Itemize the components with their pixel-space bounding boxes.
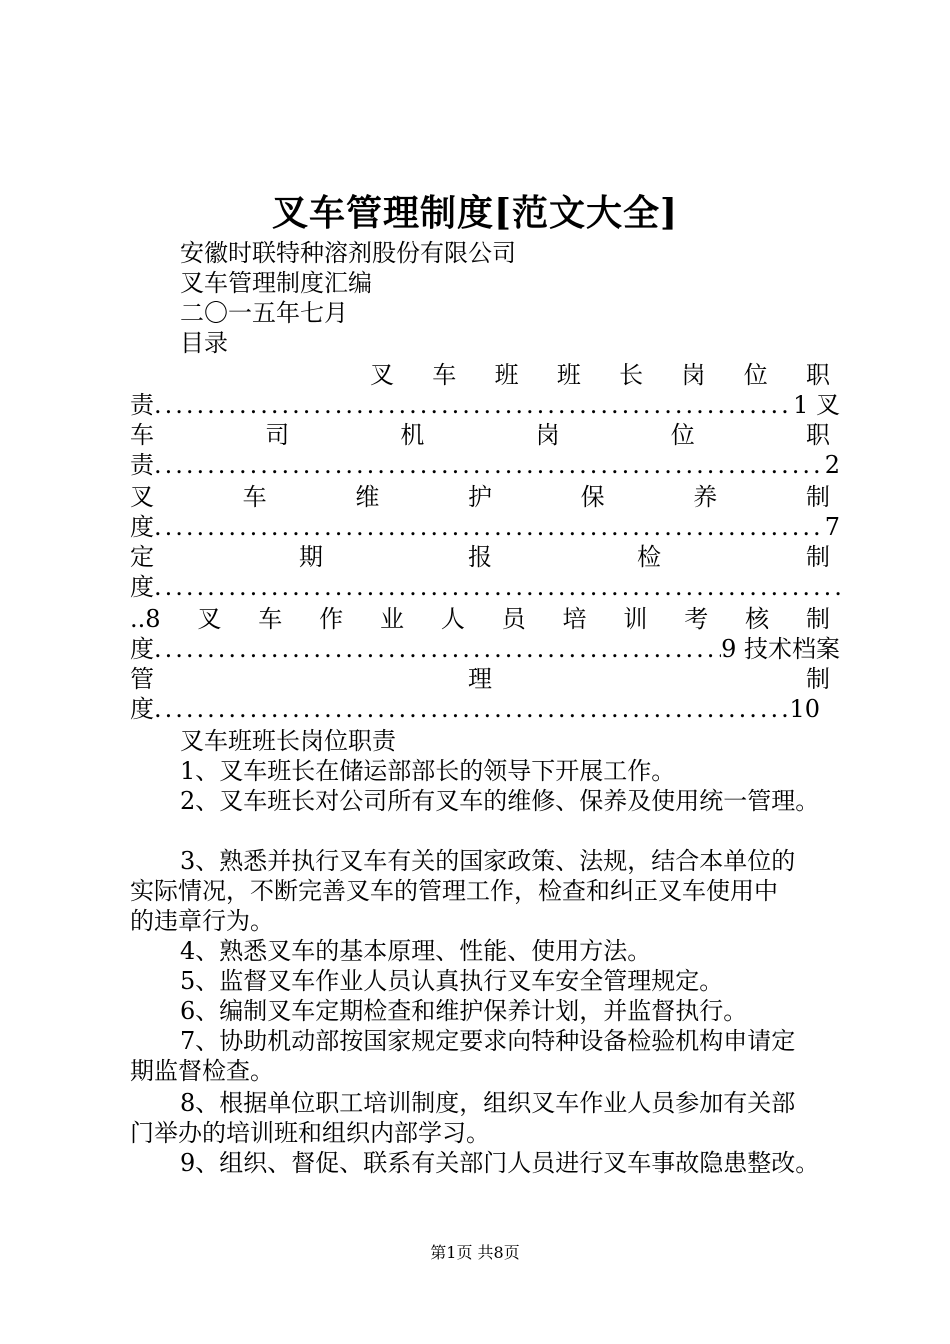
toc-entry-leader: 度 ..... 7 — [130, 512, 840, 542]
toc-entry-leader: 责 ..... 2 — [130, 450, 840, 480]
list-item-continuation: 实际情况，不断完善叉车的管理工作，检查和纠正叉车使用中 — [130, 877, 778, 905]
list-item-continuation: 期监督检查。 — [130, 1057, 274, 1085]
toc-row: 叉 车 维 护 保 养 制 — [130, 483, 830, 511]
document-title: 叉车管理制度[范文大全] — [271, 192, 679, 234]
toc-entry-leader: 度 ..... 9 技术档案 — [130, 634, 840, 664]
list-item: 1、叉车班长在储运部部长的领导下开展工作。 — [180, 757, 676, 785]
toc-entry-leader: 度 ..... 10 — [130, 694, 820, 724]
document-date: 二〇一五年七月 — [180, 299, 348, 327]
company-name: 安徽时联特种溶剂股份有限公司 — [180, 239, 516, 267]
list-item: 8、根据单位职工培训制度，组织叉车作业人员参加有关部 — [180, 1089, 796, 1117]
section-title: 叉车班班长岗位职责 — [180, 727, 396, 755]
toc-heading: 目录 — [180, 329, 228, 357]
list-item: 9、组织、督促、联系有关部门人员进行叉车事故隐患整改。 — [180, 1149, 820, 1177]
list-item: 2、叉车班长对公司所有叉车的维修、保养及使用统一管理。 — [180, 787, 820, 815]
toc-entry-leader: 责 ..... 1 叉 — [130, 390, 840, 420]
list-item: 7、协助机动部按国家规定要求向特种设备检验机构申请定 — [180, 1027, 796, 1055]
page-footer: 第1页 共8页 — [430, 1243, 520, 1262]
list-item: 3、熟悉并执行叉车有关的国家政策、法规，结合本单位的 — [180, 847, 796, 875]
toc-row: 定 期 报 检 制 — [130, 543, 830, 571]
list-item-continuation: 的违章行为。 — [130, 907, 274, 935]
toc-row: 叉 车 班 班 长 岗 位 职 — [370, 361, 830, 389]
compilation-title: 叉车管理制度汇编 — [180, 269, 372, 297]
toc-entry-leader: 度 ..... — [130, 572, 840, 602]
toc-row: ..8 叉 车 作 业 人 员 培 训 考 核 制 — [130, 605, 830, 633]
list-item: 4、熟悉叉车的基本原理、性能、使用方法。 — [180, 937, 652, 965]
toc-row: 管 理 制 — [130, 665, 830, 693]
list-item: 6、编制叉车定期检查和维护保养计划，并监督执行。 — [180, 997, 748, 1025]
list-item: 5、监督叉车作业人员认真执行叉车安全管理规定。 — [180, 967, 724, 995]
list-item-continuation: 门举办的培训班和组织内部学习。 — [130, 1119, 490, 1147]
toc-row: 车 司 机 岗 位 职 — [130, 421, 830, 449]
